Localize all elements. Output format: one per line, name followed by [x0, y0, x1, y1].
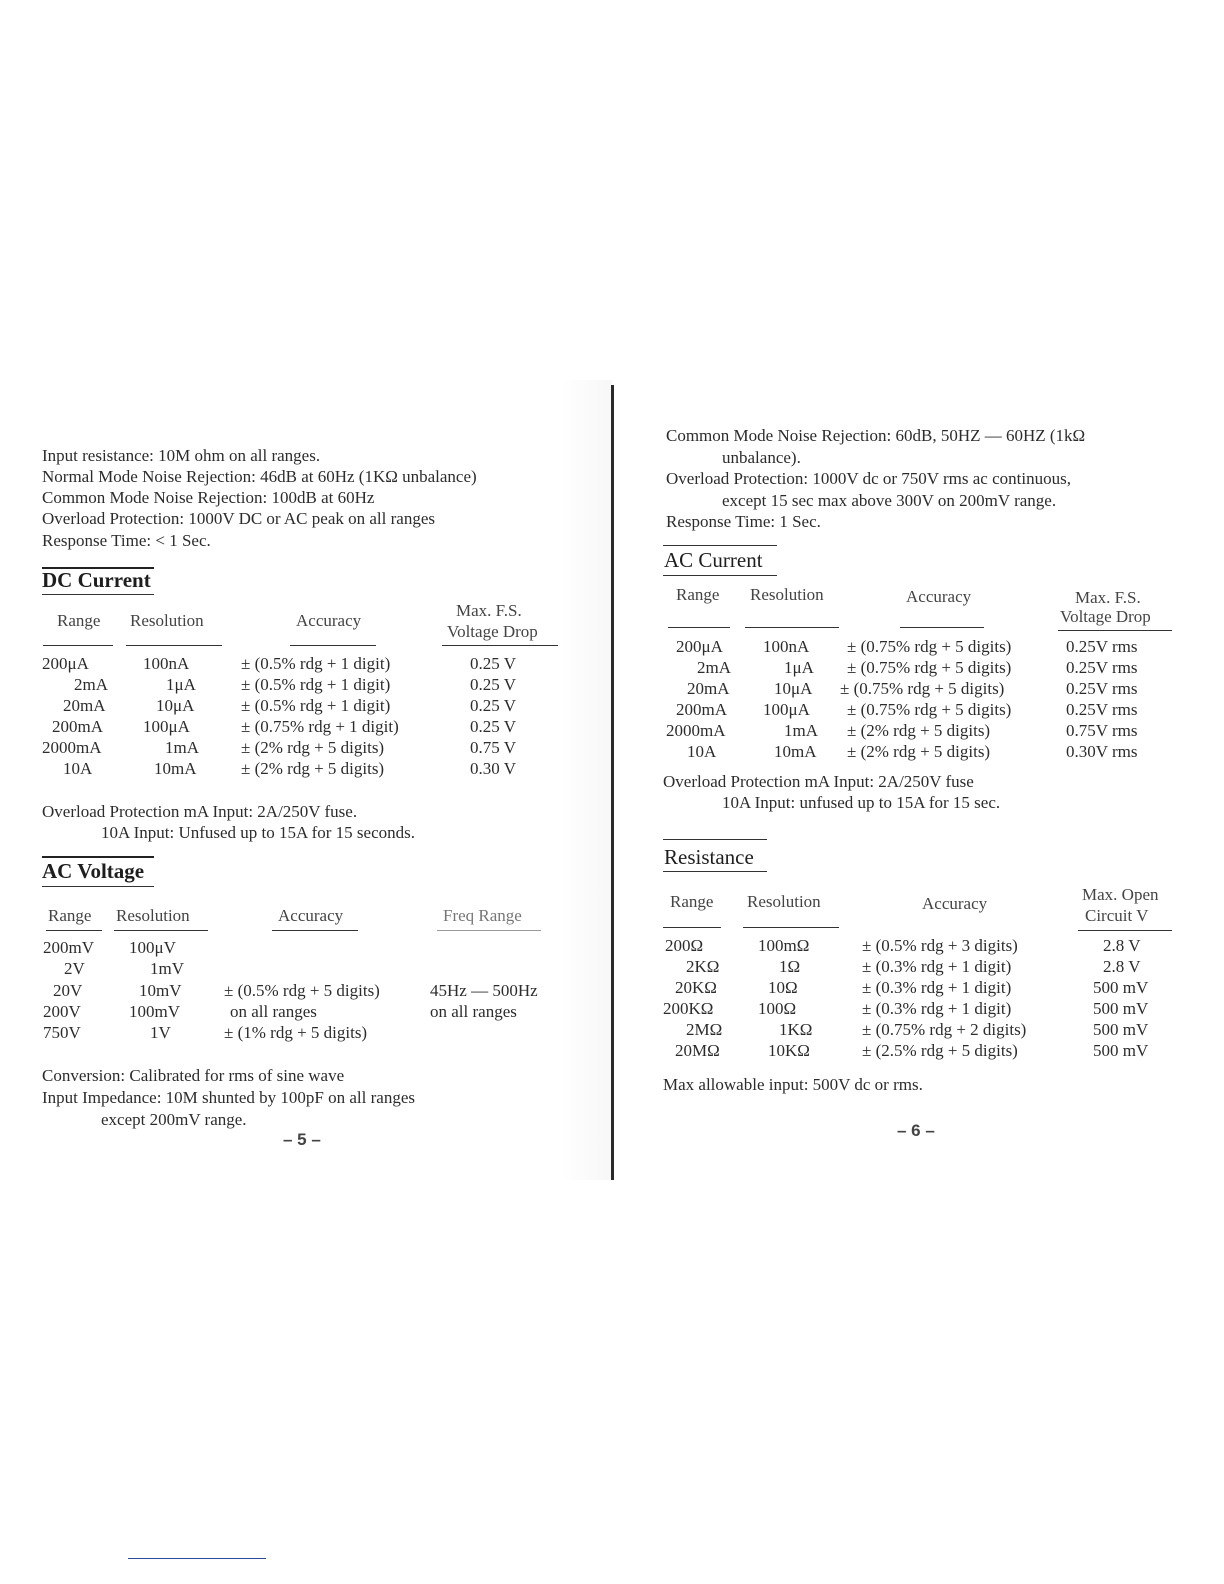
col-header-range: Range	[48, 906, 92, 925]
col-rule	[46, 930, 102, 931]
table-cell: ± (0.5% rdg + 3 digits)	[862, 936, 1018, 955]
table-cell: on all ranges	[230, 1002, 317, 1021]
col-rule	[272, 930, 358, 931]
col-rule	[442, 645, 558, 646]
note-line: Max allowable input: 500V dc or rms.	[663, 1075, 923, 1094]
col-header-max: Max. F.S.	[1075, 588, 1141, 607]
table-cell: 20mA	[63, 696, 106, 715]
table-cell: 2.8 V	[1103, 957, 1141, 976]
table-cell: 10mA	[774, 742, 817, 761]
table-cell: 0.25V rms	[1066, 700, 1138, 719]
heading-rule	[42, 886, 154, 887]
table-cell: 2MΩ	[686, 1020, 723, 1039]
col-header-resolution: Resolution	[116, 906, 190, 925]
table-cell: 10A	[687, 742, 717, 761]
table-cell: ± (2% rdg + 5 digits)	[241, 759, 385, 778]
table-cell: 100Ω	[758, 999, 797, 1018]
intro-line: Common Mode Noise Rejection: 100dB at 60Hz	[42, 488, 375, 507]
table-cell: 0.30 V	[470, 759, 516, 778]
table-cell: 2KΩ	[686, 957, 720, 976]
table-cell: 750V	[43, 1023, 81, 1042]
table-cell: ± (0.3% rdg + 1 digit)	[862, 957, 1012, 976]
table-cell: 20V	[53, 981, 83, 1000]
table-cell: 1KΩ	[779, 1020, 813, 1039]
table-cell: 0.25 V	[470, 696, 516, 715]
table-cell: ± (1% rdg + 5 digits)	[224, 1023, 368, 1042]
table-cell: 10mV	[139, 981, 182, 1000]
page-number: – 5 –	[283, 1130, 321, 1149]
intro-line: Overload Protection: 1000V dc or 750V rms ac continuous,	[666, 469, 1071, 488]
section-title-dc-current: DC Current	[42, 568, 151, 592]
table-cell: on all ranges	[430, 1002, 517, 1021]
col-header-accuracy: Accuracy	[922, 894, 988, 913]
section-title-ac-current: AC Current	[664, 548, 763, 572]
col-header-max: Max. F.S.	[456, 601, 522, 620]
note-line: Overload Protection mA Input: 2A/250V fuse.	[42, 802, 358, 821]
col-header-max: Max. Open	[1082, 885, 1159, 904]
table-cell: 1μA	[784, 658, 814, 677]
table-cell: 0.25V rms	[1066, 679, 1138, 698]
heading-rule	[42, 856, 154, 858]
table-cell: 20MΩ	[675, 1041, 720, 1060]
table-cell: 2mA	[697, 658, 731, 677]
heading-rule	[663, 575, 777, 576]
note-line: 10A Input: unfused up to 15A for 15 sec.	[722, 793, 1001, 812]
note-line: Overload Protection mA Input: 2A/250V fuse	[663, 772, 974, 791]
table-cell: ± (2.5% rdg + 5 digits)	[862, 1041, 1018, 1060]
table-cell: 10mA	[154, 759, 197, 778]
col-rule	[114, 930, 208, 931]
table-cell: 0.75 V	[470, 738, 516, 757]
table-cell: ± (0.5% rdg + 1 digit)	[241, 675, 391, 694]
table-cell: 200Ω	[665, 936, 704, 955]
section-title-resistance: Resistance	[664, 845, 754, 869]
table-cell: ± (0.3% rdg + 1 digit)	[862, 999, 1012, 1018]
col-rule	[437, 930, 541, 931]
table-cell: 20KΩ	[675, 978, 717, 997]
table-cell: 200μA	[42, 654, 89, 673]
table-cell: 500 mV	[1093, 999, 1149, 1018]
page-number: – 6 –	[897, 1121, 935, 1140]
table-cell: 0.75V rms	[1066, 721, 1138, 740]
note-line: except 200mV range.	[101, 1110, 247, 1129]
col-header-accuracy: Accuracy	[278, 906, 344, 925]
col-header-freq: Freq Range	[443, 906, 522, 925]
col-header-max: Circuit V	[1085, 906, 1149, 925]
col-header-resolution: Resolution	[750, 585, 824, 604]
table-cell: ± (0.75% rdg + 5 digits)	[847, 700, 1012, 719]
col-rule	[668, 627, 730, 628]
footer-rule	[128, 1558, 266, 1559]
table-cell: 10μA	[774, 679, 813, 698]
table-cell: 10KΩ	[768, 1041, 810, 1060]
table-cell: 0.25V rms	[1066, 637, 1138, 656]
table-cell: 500 mV	[1093, 1041, 1149, 1060]
col-rule	[43, 645, 113, 646]
note-line: Conversion: Calibrated for rms of sine wave	[42, 1066, 345, 1085]
table-cell: ± (0.75% rdg + 5 digits)	[840, 679, 1005, 698]
col-rule	[1078, 930, 1172, 931]
col-header-accuracy: Accuracy	[296, 611, 362, 630]
table-cell: 100μA	[143, 717, 190, 736]
table-cell: 1μA	[166, 675, 196, 694]
table-cell: 2mA	[74, 675, 108, 694]
col-header-max: Voltage Drop	[447, 622, 538, 641]
table-cell: 1mA	[784, 721, 818, 740]
table-cell: 100nA	[763, 637, 810, 656]
table-cell: 2V	[64, 959, 85, 978]
table-cell: 1mA	[165, 738, 199, 757]
table-cell: ± (2% rdg + 5 digits)	[847, 721, 991, 740]
table-cell: 1Ω	[779, 957, 801, 976]
col-header-max: Voltage Drop	[1060, 607, 1151, 626]
table-cell: 1V	[150, 1023, 171, 1042]
table-cell: 10A	[63, 759, 93, 778]
table-cell: ± (0.5% rdg + 1 digit)	[241, 654, 391, 673]
intro-line: unbalance).	[722, 448, 801, 467]
note-line: 10A Input: Unfused up to 15A for 15 seconds.	[101, 823, 416, 842]
table-cell: 200mV	[43, 938, 94, 957]
heading-rule	[663, 839, 767, 840]
table-cell: ± (0.3% rdg + 1 digit)	[862, 978, 1012, 997]
col-header-resolution: Resolution	[130, 611, 204, 630]
table-cell: 2000mA	[666, 721, 726, 740]
col-rule	[1058, 630, 1172, 631]
col-rule	[900, 627, 984, 628]
table-cell: 0.25V rms	[1066, 658, 1138, 677]
table-cell: 100μV	[129, 938, 176, 957]
intro-line: Response Time: 1 Sec.	[666, 512, 821, 531]
table-cell: 200mA	[676, 700, 727, 719]
table-cell: 10Ω	[768, 978, 798, 997]
table-cell: 1mV	[150, 959, 184, 978]
intro-line: except 15 sec max above 300V on 200mV range.	[722, 491, 1057, 510]
table-cell: 200V	[43, 1002, 81, 1021]
intro-line: Response Time: < 1 Sec.	[42, 531, 211, 550]
heading-rule	[663, 545, 777, 546]
col-rule	[663, 927, 721, 928]
table-cell: 0.25 V	[470, 675, 516, 694]
note-line: Input Impedance: 10M shunted by 100pF on all ranges	[42, 1088, 415, 1107]
table-cell: 0.30V rms	[1066, 742, 1138, 761]
table-cell: 500 mV	[1093, 978, 1149, 997]
table-cell: 2000mA	[42, 738, 102, 757]
table-cell: ± (0.75% rdg + 5 digits)	[847, 637, 1012, 656]
col-rule	[126, 645, 222, 646]
table-cell: ± (2% rdg + 5 digits)	[847, 742, 991, 761]
col-rule	[743, 927, 839, 928]
table-cell: 100mV	[129, 1002, 180, 1021]
table-cell: ± (0.5% rdg + 5 digits)	[224, 981, 380, 1000]
intro-line: Common Mode Noise Rejection: 60dB, 50HZ — 60HZ (1kΩ	[666, 426, 1086, 445]
page-gutter	[611, 385, 614, 1180]
table-cell: ± (2% rdg + 5 digits)	[241, 738, 385, 757]
intro-line: Overload Protection: 1000V DC or AC peak on all ranges	[42, 509, 435, 528]
table-cell: ± (0.5% rdg + 1 digit)	[241, 696, 391, 715]
table-cell: 200mA	[52, 717, 103, 736]
table-cell: ± (0.75% rdg + 2 digits)	[862, 1020, 1027, 1039]
table-cell: 500 mV	[1093, 1020, 1149, 1039]
col-header-range: Range	[670, 892, 714, 911]
table-cell: 0.25 V	[470, 654, 516, 673]
table-cell: 45Hz — 500Hz	[430, 981, 538, 1000]
section-title-ac-voltage: AC Voltage	[42, 859, 145, 883]
col-header-range: Range	[676, 585, 720, 604]
page-gutter-shadow	[560, 380, 612, 1180]
heading-rule	[663, 871, 767, 872]
table-cell: 10μA	[156, 696, 195, 715]
table-cell: ± (0.75% rdg + 5 digits)	[847, 658, 1012, 677]
intro-line: Normal Mode Noise Rejection: 46dB at 60Hz (1KΩ unbalance)	[42, 467, 477, 486]
heading-rule	[42, 594, 154, 595]
col-rule	[290, 645, 376, 646]
table-cell: ± (0.75% rdg + 1 digit)	[241, 717, 399, 736]
table-cell: 20mA	[687, 679, 730, 698]
col-header-resolution: Resolution	[747, 892, 821, 911]
table-cell: 2.8 V	[1103, 936, 1141, 955]
table-cell: 100μA	[763, 700, 810, 719]
intro-line: Input resistance: 10M ohm on all ranges.	[42, 446, 321, 465]
table-cell: 100mΩ	[758, 936, 810, 955]
col-rule	[745, 627, 839, 628]
table-cell: 200KΩ	[663, 999, 714, 1018]
col-header-accuracy: Accuracy	[906, 587, 972, 606]
col-header-range: Range	[57, 611, 101, 630]
table-cell: 100nA	[143, 654, 190, 673]
table-cell: 0.25 V	[470, 717, 516, 736]
table-cell: 200μA	[676, 637, 723, 656]
